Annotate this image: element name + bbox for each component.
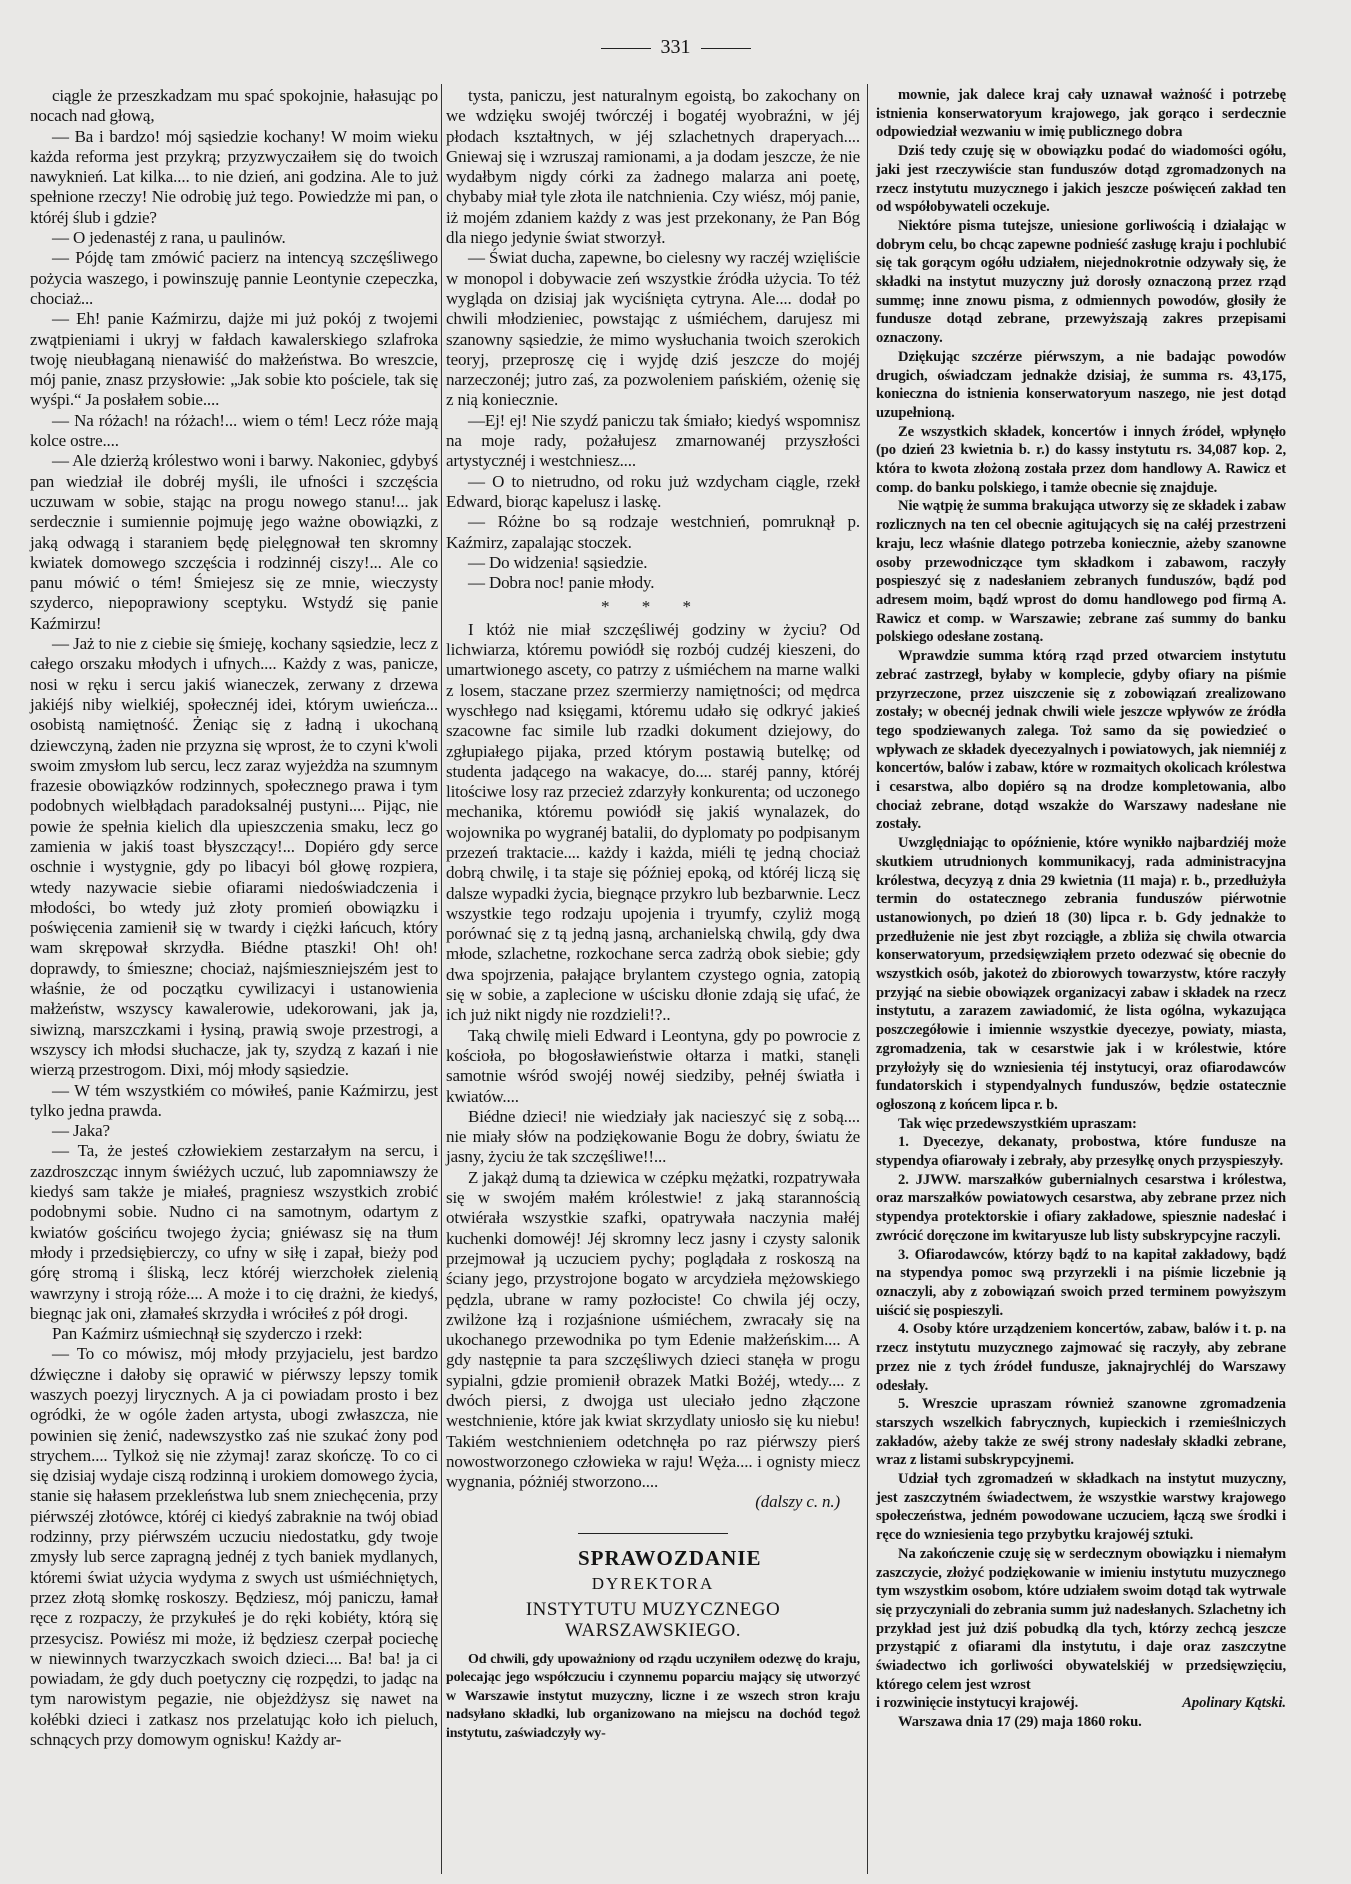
paragraph: 4. Osoby które urządzeniem koncertów, zabaw, balów i t. p. na rzecz instytutu muzycznego zajmować się raczyły, aby zebrane przez nie z tych źródeł fundusze, jaknajrychléj do Warszawy odesłały. [876,1321,1286,1394]
paragraph: Udział tych zgromadzeń w składkach na instytut muzyczny, jest zaszczytném świadectwem, że wszystkie warstwy krajowego społeczeństwa, jedném powodowane uczuciem, łączą swe środki i ręce do wzniesienia tego przybytku krajowéj sztuki. [876,1471,1286,1544]
report-intro-paragraph: Od chwili, gdy upoważniony od rządu uczyniłem odezwę do kraju, polecając jego współczuciu i czynnemu poparciu mający się utworzyć w Warszawie instytut muzyczny, liczne i ze wszech stron kraju nadsyłano składki, lub organizowano na miejscu na dochód tegoż instytutu, zaświadczyły wy- [446,1651,860,1741]
column-3-report [876,86,1286,1732]
paragraph: Z jakąż dumą ta dziewica w czépku mężatki, rozpatrywała się w swojém małém królestwie! z jaką starannością otwiérała wszystkie szafki, opatrywała naczynia małéj kuchenki domowéj! Jéj skromny lecz jasny i czysty salonik przejmował ją uczuciem pychy; poglądała z roskoszą na ściany jego, przystrojone bogato w arcydzieła mężowskiego pędzla, ubrane w ramy pozłociste! Co chwila jéj oczy, zwilżone łzą i rozjaśnione uśmiéchem, zwracały się na ukochanego przewodnika po tym Edenie małżeńskim.... A gdy następnie ta para szczęśliwych dzieci stanęła w progu sypialni, gdzie promienił obrazek Matki Bożéj, wtedy.... z dwóch piersi, z dwojga ust uleciało jedno złączone westchnienie, które jak kwiat skrzydlaty uniosło się ku niebu! Takiém westchnieniem odetchnęła po raz piérwszy pierś nowostworzonego człowieka w raju! Węża.... i ognisty miecz wygnania, póżniéj stworzono.... [446,1167,860,1492]
paragraph: Na zakończenie czuję się w serdecznym obowiązku i niemałym zaszczycie, złożyć podziękowanie w imieniu instytutu muzycznego tym wszystkim osobom, które udziałem swoim dotąd tak wytrwale się przyczyniali do zebrania summ już nadesłanych. Szlachetny ich przykład jest już dziś pobudką dla tych, którzy zechcą jeszcze przystąpić z ofiarami dla instytutu, i daje oraz zaszczytne świadectwo ich gorliwości obywatelskiéj w przedsięwzięciu, którego celem jest wzrost [876,1545,1286,1693]
paragraph: — Jaka? [52,1121,110,1141]
report-heading-title [578,1533,762,1570]
paragraph: 5. Wreszcie upraszam również szanowne zgromadzenia starszych wszelkich fabrycznych, kupieckich i rzemieślniczych zakładów, ażeby także ze swéj strony nadesłały składki zebrane, wraz z listami subskrypcyjnemi. [876,1396,1286,1469]
paragraph: — Ba i bardzo! mój sąsiedzie kochany! W moim wieku każda reforma jest przykrą; przyzwyczaiłem się do twoich nawyknień. Lat kilka.... to nie dzień, ani godzina. Ale to już spełnione rzeczy! Nie odrobię już tego. Powiedzże mi pan, o któréj ślub i gdzie? [30,126,438,227]
paragraph: — Dobra noc! panie młody. [468,573,655,593]
signature: Apolinary Kątski. [1182,1695,1286,1712]
page-number-header [0,36,1351,59]
paragraph: 2. JJWW. marszałków gubernialnych cesarstwa i królestwa, oraz marszałków powiatowych cesarstwa, aby zebrane przez nich stypendya protektorskie i ofiary zakładowe, spiesznie nadesłać i zwrócić doręczone im kwitaryusze lub listy subskrypcyjne raczyli. [876,1171,1286,1244]
paragraph: — Eh! panie Kaźmirzu, dajże mi już pokój z twojemi zwątpieniami i ukryj w fałdach kawalerskiego szlafroka twoję nieubłaganą nienawiść do małżeństwa. Bo wreszcie, mój panie, znasz przysłowie: „Jak sobie kto pościele, tak się wyśpi.“ Ja posłałem sobie.... [30,309,438,410]
paragraph: — To co mówisz, mój młody przyjacielu, jest bardzo dźwięczne i dałoby się oprawić w piérwszy lepszy tomik waszych poezyj lirycznych. A ja ci powiadam prosto i bez ogródki, że w ogóle żaden artysta, ubogi zwłaszcza, nie powinien się żenić, nadewszystko zaś nie szukać żony pod strychem.... Tylkoż się nie zżymaj! zaraz skończę. To co ci się dzisiaj wydaje ciszą rodzinną i urokiem domowego życia, stanie się hałasem przekleństwa lub snem zniechęcenia, przy piérwszéj złotówce, któréj ci kiedyś zabraknie na twój obiad rodzinny, przy piérwszém uczuciu niedostatku, gdy twoje zmysły lub serce zapragną jednéj z tych baniek mydlanych, któremi świat użycia wydyma z swych ust uśmiéchniętych, przez złotą słomkę roskoszy. Będziesz, mój paniczu, łamał ręce z rozpaczy, że przykułeś je do ręki kobiéty, którą się przesycisz. Powiész mi może, iż będziesz czerpał pociechę w niewinnych twarzyczkach swoich dzieci.... Ba! ba! ja ci powiadam, że gdy duch poetyczny cię rozpędzi, to jadąc na tym narowistym pegazie, nie objeżdżysz się nawet na kołébki dzieci i zatkasz nos przelatując koło ich pieluch, schnących przy domowym ognisku! Każdy ar- [30,1344,438,1750]
paragraph: Wprawdzie summa którą rząd przed otwarciem instytutu zebrać zastrzegł, byłaby w komplecie, gdyby ofiary na piśmie przyrzeczone, przez uiszczenie się z zobowiązań zrealizowano zostały; w obecnéj jednak chwili wiele jeszcze wpływów ze źródła tego spodziewanych zalega. Toż samo da się powiedzieć o wpływach ze składek dyecezyalnych i powiatowych, jak niemniéj z koncertów, balów i zabaw, które w rozmaitych okolicach królestwa i cesarstwa, albo dopiéro są na drodze kompletowania, albo chociaż zebrane, dotąd wszakże do Warszawy nadesłane nie zostały. [876,648,1286,833]
closing-line: i rozwinięcie instytucyi krajowéj. [876,1695,1079,1712]
section-break-asterism: * * * [601,597,705,617]
paragraph: — Ale dzierżą królestwo woni i barwy. Nakoniec, gdybyś pan wiedział ile dobréj myśli, ile ufności i szczęścia uczuwam w sobie, stając na progu nowego stanu!... jak serdecznie i sumiennie pojmuję jego ważne obowiązki, z jaką odwagą i staraniem będę pielęgnował ten skromny kwiatek domowego szczęścia i rodzinnéj ciszy!... Ale co panu mówić o tém! Śmiejesz się ze mnie, wieczysty szyderco, niepoprawiony sceptyku. Wstydź się panie Kaźmirzu! [30,451,438,633]
page-number: 331 [660,36,691,58]
header-rule-left [601,48,651,49]
paragraph: Uwzględniając to opóźnienie, które wynikło najbardziéj może skutkiem utrudnionych kommunikacyj, rada administracyjna królestwa, decyzyą z dnia 29 kwietnia (11 maja) r. b., przedłużyła termin do ostatecznego zebrania funduszów piérwotnie ustanowionych, po dzień 18 (30) lipca r. b. Gdy jednakże to przedłużenie nie jest zbyt rozciągłe, a zbliża się chwila otwarcia konserwatoryum, przedsięwziąłem przeto odezwać się obecnie do wszystkich osób, jakoteż do zbiorowych towarzystw, które raczyły przyjąć na siebie obowiązek organizacyi zabaw i składek na rzecz instytutu, a zarazem zawiadomić, że lista ogólna, wykazująca poszczegółowie i imiennie wszystkie dyecezye, powiaty, miasta, zgromadzenia, tak w cesarstwie jak i w królestwie, które przyłożyły się do wzniesienia téj instytucyi, oraz ofiarodawców fundatorskich i stypendyalnych funduszów, będzie ostatecznie ogłoszoną z końcem lipca r. b. [876,835,1286,1113]
report-title: SPRAWOZDANIE [578,1545,762,1570]
paragraph: Niektóre pisma tutejsze, uniesione gorliwością i działając w dobrym celu, bo chcąc zapewne podnieść zasługę kraju i pochlubić się tak gorącym ogółu udziałem, niejednokrotnie odzywały się, że składki na instytut muzyczny już dorosły oznaczoną przez rząd summę; inne znowu pisma, z odmiennych powodów, głosiły że fundusze dotąd zebrane, przewyższają zakres przepisami oznaczony. [876,217,1286,347]
paragraph: — Jaż to nie z ciebie się śmieję, kochany sąsiedzie, lecz z całego orszaku młodych i ufnych.... Każdy z was, panicze, nosi w ręku i sercu jakiś wianeczek, zerwany z drzewa jakiéjś niby wielkiéj, społecznéj idei, którym uwieńcza... osobistą namiętność. Żeniąc się z ładną i ukochaną dziewczyną, żaden nie przyzna się wprost, że to czyni k'woli swoim zmysłom lub sercu, lecz zaraz wyjeżdża na szumnym frazesie obowiązków rodzinnych, społecznego prawa i tym podobnych wielbłądach paradoksalnéj pustyni.... Pijąc, nie powie że spełnia kielich dla upieszczenia smaku, lecz go zamienia w jakiś toast błyszczący!... Dopiéro gdy serce oschnie i wystygnie, gdy po libacyi ból głowę rozpiera, wtedy nazywacie siebie ofiarami niedoświadczenia i młodości, bo wtedy już złoty promień obowiązku i poświęcenia zamienił się w twardy i ciężki łańcuch, który wam skrępował skrzydła. Biédne ptaszki! Oh! oh! doprawdy, to śmieszne; chociaż, najśmieszniejszém jest to właśnie, że od początku cywilizacyi i ustanowienia małżeństw, wszyscy kawalerowie, udekorowani, jak ja, siwizną, marszczkami i łysiną, prawią swoje przestrogi, a wszyscy ich młodsi słuchacze, jak ty, szydzą z kazań i nie wierzą przestrogom. Dixi, mój młody sąsiedzie. [30,634,438,1080]
paragraph: — O jedenastéj z rana, u paulinów. [52,228,286,248]
paragraph: —Ej! ej! Nie szydź paniczu tak śmiało; kiedyś wspomnisz na moje rady, pożałujesz zmarnowanéj przyszłości artystycznéj i westchniesz.... [446,410,860,471]
paragraph: 1. Dyecezye, dekanaty, probostwa, które fundusze na stypendya ofiarowały i zebrały, aby przesyłkę onych przyspieszyły. [876,1134,1286,1170]
paragraph: Dziękując szczérze piérwszym, a nie badając powodów drugich, oświadczam jednakże dzisiaj, że summa rs. 43,175, konieczna do istnienia konserwatoryum naszego, nie jest dotąd uzupełnioną. [876,348,1286,421]
story-paragraphs-a [446,86,860,593]
paragraph: — W tém wszystkiém co mówiłeś, panie Kaźmirzu, jest tylko jedna prawda. [30,1080,438,1120]
paragraph: Biédne dzieci! nie wiedziały jak nacieszyć się z sobą.... nie miały słów na podziękowanie Bogu że dobry, światu że jasny, życiu że tak szczęśliwe!!... [446,1106,860,1167]
paragraph: Taką chwilę mieli Edward i Leontyna, gdy po powrocie z kościoła, po błogosławieństwie ołtarza i matki, stanęli samotnie wśród swojéj nowéj siedziby, pełnéj światła i kwiatów.... [446,1025,860,1106]
paragraph: Tak więc przedewszystkiém upraszam: [898,1115,1137,1132]
column-divider [441,84,442,1874]
paragraph: 3. Ofiarodawców, którzy bądź to na kapitał zakładowy, bądź na stypendya pomoc swą przyrzekli i na piśmie liczebnie ją oznaczyli, aby z zobowiązań swoich przed terminem powyższym uiścić się pospieszyli. [876,1246,1286,1319]
report-paragraphs [876,86,1286,1694]
paragraph: — Różne bo są rodzaje westchnień, pomruknął p. Kaźmirz, zapalając stoczek. [446,512,860,552]
date-line: Warszawa dnia 17 (29) maja 1860 roku. [898,1714,1142,1731]
paragraph: ciągle że przeszkadzam mu spać spokojnie, hałasując po nocach nad głową, [30,86,438,126]
continued-note: (dalszy c. n.) [755,1492,840,1512]
column-2-story [446,86,860,1743]
paragraph: — Pójdę tam zmówić pacierz na intencyą szczęśliwego pożycia waszego, i powinszuję pannie Leontynie czepeczka, chociaż... [30,248,438,308]
paragraph: — Na różach! na różach!... wiem o tém! Lecz róże mają kolce ostre.... [30,410,438,451]
signature-line [876,1694,1286,1713]
report-heading-institution: INSTYTUTU MUZYCZNEGO WARSZAWSKIEGO. [525,1599,781,1641]
paragraph: I któż nie miał szczęśliwéj godziny w życiu? Od lichwiarza, któremu powiódł się rozbój cudzéj kieszeni, do umartwionego ascety, co patrzy z uśmiéchem na marne walki z losem, staczane przez szermierzy namiętności; od mędrca wyschłego nad księgami, któremu udało się odkryć jakieś szacowne fac simile lub rzadki dokument dziejowy, do zgłupiałego pijaka, przed którym postawią butelkę; od studenta jadącego na wakacye, do.... staréj panny, któréj litościwe losy raz przecież zdarzyły konkurenta; od uczonego mechanika, któremu powiódł się jakiś wynalazek, do wojownika po wygranéj batalii, do dyplomaty po podpisanym przezeń traktacie.... każdy i każda, miéli tę jedną chociaż dobrą chwilę, i ta staje się później epoką, od któréj liczą się dalsze wypadki życia, biegnące przykro lub bezbarwnie. Lecz wszystkie tego rodzaju upojenia i tryumfy, czyliż mogą porównać się z tą jedną jasną, archanielską chwilą, gdy dwa młode, szlachetne, rozkochane serca zadrżą obok siebie; gdy dwa spojrzenia, pałające brylantem czystego ognia, zatopią się w sobie, a zaplecione w uścisku dłonie zdają się ufać, że ich już nikt nigdy nie rozdzieli!?.. [446,619,860,1025]
story-paragraphs-b [446,620,860,1493]
column-1-story [30,86,438,1750]
header-rule-right [701,48,751,49]
paragraph: tysta, paniczu, jest naturalnym egoistą, bo zakochany on we wdzięku swojéj twórczéj i bogatéj wyobraźni, w jéj płodach kształtnych, w jéj szlachetnych draperyach.... Gniewaj się i wzruszaj ramionami, a ja dodam jeszcze, że nie wydałbym nigdy córki za żadnego malarza ani poetę, chybaby miał tyle złota ile natchnienia. Czy wiész, mój panie, iż mojém zdaniem każdy z was jest przekonany, że Pan Bóg dla niego jedynie świat stworzył. [446,86,860,248]
paragraph: Ze wszystkich składek, koncertów i innych źródeł, wpłynęło (po dzień 23 kwietnia b. r.) do kassy instytutu rs. 34,087 kop. 2, która to kwota złożoną została przez dom handlowy A. Rawicz et comp. do banku polskiego, i tamże obecnie się znajduje. [876,423,1286,496]
column-divider [867,84,868,1874]
paragraph: Dziś tedy czuję się w obowiązku podać do wiadomości ogółu, jaki jest rzeczywiście stan funduszów dotąd zgromadzonych na rzecz instytutu muzycznego i jakich jeszcze poświęceń zakład ten od współobywateli oczekuje. [876,143,1286,216]
paragraph: — Ta, że jesteś człowiekiem zestarzałym na sercu, i zazdroszcząc innym świéżych uczuć, lub zapomniawszy że kiedyś sam także je miałeś, pragniesz wszystkich zrobić podobnymi sobie. Nudno ci na samotnym, odartym z kwiatów gościńcu twojego życia; gniéwasz się na tłum młody i przedsiębierczy, co ufny w siłę i zapał, bieży pod górę stromą i śliską, lecz któréj wierzchołek zielenią wawrzyny i stroją róże.... A może i to cię drażni, że kiedyś, biegnąc jak oni, złamałeś skrzydła i wróciłeś z pół drogi. [30,1141,438,1323]
report-heading-subtitle: DYREKTORA [591,1574,715,1594]
paragraph: — Do widzenia! sąsiedzie. [468,552,648,572]
paragraph: Nie wątpię że summa brakująca utworzy się ze składek i zabaw rozlicznych na ten cel obecnie agitujących się na całéj przestrzeni kraju, lecz właśnie dlatego potrzeba koniecznie, ażeby szanowne osoby przewodniczące tym składkom i zabawom, raczyły pospieszyć się z nadesłaniem zebranych funduszów, bądź pod adresem moim, bądź wprost do domu handlowego pod firmą A. Rawicz et comp. w Warszawie; zebrane zaś summy do banku polskiego odesłane zostaną. [876,498,1286,646]
paragraph: — O to nietrudno, od roku już wzdycham ciągle, rzekł Edward, biorąc kapelusz i laskę. [446,471,860,511]
paragraph: Pan Kaźmirz uśmiechnął się szyderczo i rzekł: [52,1324,363,1344]
paragraph: mownie, jak dalece kraj cały uznawał ważność i potrzebę istnienia konserwatoryum krajowego, jak gorąco i serdecznie odpowiedział wezwaniu w imię publicznego dobra [876,87,1286,141]
paragraph: — Świat ducha, zapewne, bo cielesny wy raczéj wzięliście w monopol i dobywacie zeń wszystkie źródła użycia. To téż wygląda on dzisiaj jak wyciśnięta cytryna. Ale.... dodał po chwili młodzieniec, powstając z uśmiéchem, darujesz mi szanowny sąsiedzie, że mimo wysłuchania twoich szerokich teoryj, przeproszę cię i wyjdę dziś jeszcze do mojéj narzeczonéj; jutro zaś, za pozwoleniem pańskiém, ożenię się z nią koniecznie. [446,248,860,410]
